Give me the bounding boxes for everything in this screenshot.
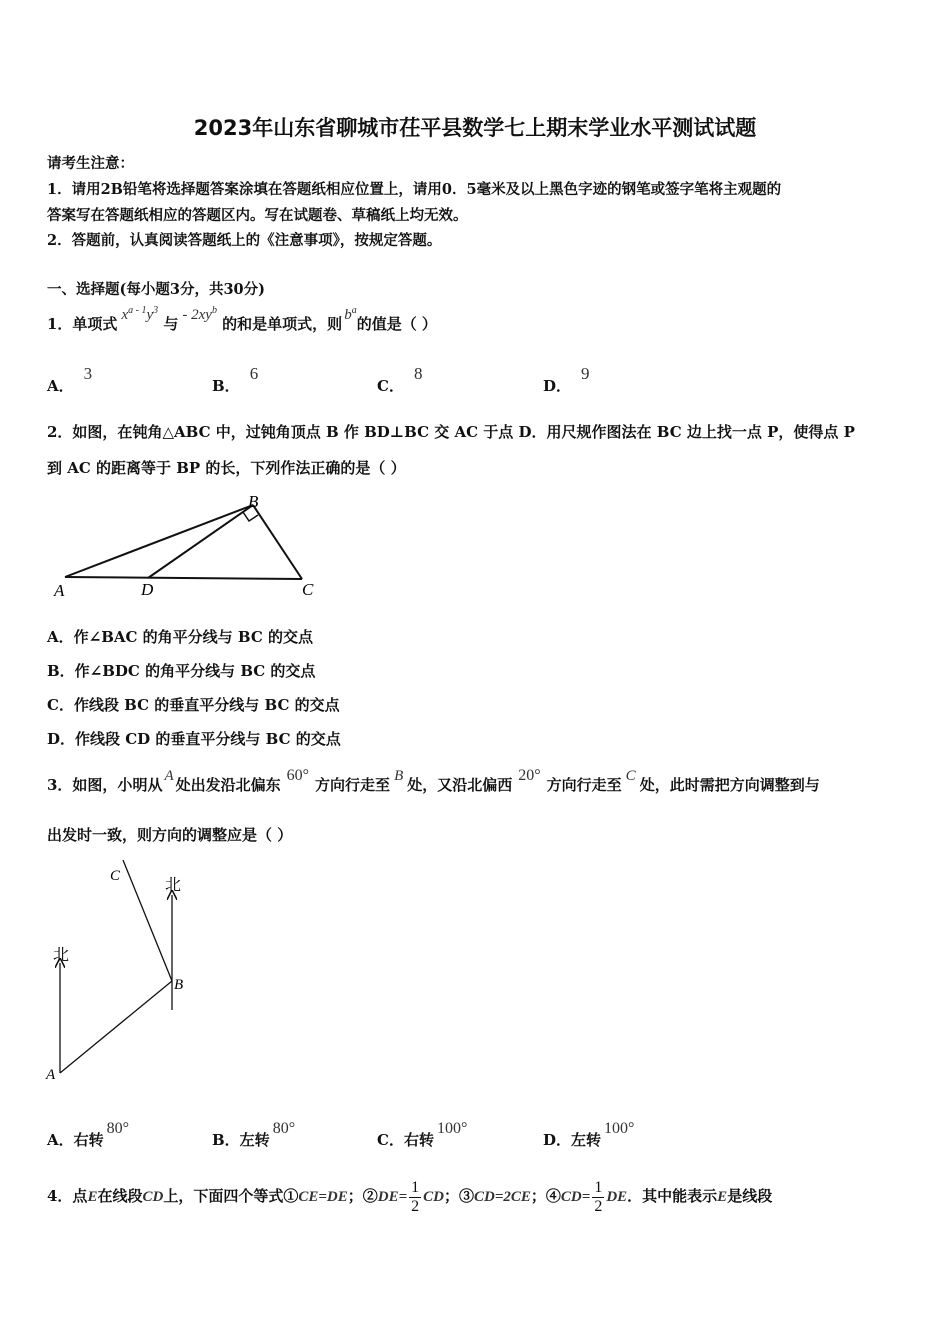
q2-option-d: D．作线段 CD 的垂直平分线与 BC 的交点 [47, 730, 341, 748]
q1-suffix: 的值是（ ） [356, 315, 437, 333]
q1-option-d: D．9 [543, 364, 590, 395]
right-angle-mark [243, 512, 258, 521]
notice-line3: 2．答题前，认真阅读答题纸上的《注意事项》，按规定答题。 [47, 232, 442, 249]
fraction-one-half: $\frac{1}{2}$ [594, 1178, 603, 1215]
path-ab [60, 981, 172, 1073]
q1-option-b: B．6 [212, 364, 259, 395]
q1-expr3: $b^a$ [344, 305, 357, 323]
q2-option-b: B．作∠BDC 的角平分线与 BC 的交点 [47, 662, 316, 680]
segment-ac [65, 577, 302, 579]
q3-option-c: C．右转100° [377, 1120, 468, 1149]
q1-option-a: A．3 [47, 364, 93, 395]
label-b: B [248, 492, 259, 511]
q3-option-a: A．右转80° [47, 1120, 130, 1149]
north-label-a: 北 [53, 945, 70, 964]
notice-heading: 请考生注意： [47, 155, 134, 172]
page-title: 2023年山东省聊城市茌平县数学七上期末学业水平测试试题 [193, 116, 757, 140]
label-b: B [174, 977, 184, 993]
label-c: C [302, 580, 314, 599]
segment-bc [253, 505, 302, 579]
q3-line2: 出发时一致，则方向的调整应是（ ） [47, 826, 293, 844]
q3-option-d: D．左转100° [543, 1120, 635, 1149]
q1-option-c: C．8 [377, 364, 423, 395]
label-a: A [54, 581, 65, 600]
q2-line1: 2．如图，在钝角△ABC 中，过钝角顶点 B 作 BD⊥BC 交 AC 于点 D．用尺规作图法在 BC 边上找一点 P，使得点 P [47, 423, 855, 441]
north-label-b: 北 [165, 875, 182, 894]
notice-line2: 答案写在答题纸相应的答题区内。写在试题卷、草稿纸上均无效。 [47, 207, 468, 224]
q1-expr1: $x^{a - 1}y^3$ [121, 305, 159, 323]
label-d: D [141, 580, 154, 599]
q3-direction-figure [40, 855, 210, 1090]
label-a: A [46, 1067, 56, 1083]
q1-mid: 与 [163, 315, 179, 333]
q2-triangle-figure [40, 485, 340, 610]
section-heading: 一、选择题(每小题3分，共30分) [47, 281, 265, 298]
q2-option-a: A．作∠BAC 的角平分线与 BC 的交点 [47, 628, 314, 646]
q3-option-b: B．左转80° [212, 1120, 296, 1149]
notice-line1: 1．请用2B铅笔将选择题答案涂填在答题纸相应位置上，请用0．5毫米及以上黑色字迹的钢笔或签字笔将主观题的 [47, 181, 782, 198]
q2-option-c: C．作线段 BC 的垂直平分线与 BC 的交点 [47, 696, 340, 714]
segment-ab [65, 505, 253, 577]
q1-prefix: 1．单项式 [47, 315, 118, 333]
q1-expr2: - $2xy^b$ [182, 305, 217, 323]
segment-bd [148, 505, 253, 578]
question-4: 4．点E在线段CD上，下面四个等式①CE=DE；②DE= $\frac{1}{2}$ CD；③CD=2CE；④CD= $\frac{1}{2}$ DE．其中能表示E是线段 [47, 1178, 773, 1215]
fraction-one-half: $\frac{1}{2}$ [411, 1178, 420, 1215]
q3-line1: 3．如图，小明从 A 处出发沿北偏东60°方向行走至 B 处，又沿北偏西20°方向行走至 C 处，此时需把方向调整到与 [47, 767, 820, 794]
q2-line2: 到 AC 的距离等于 BP 的长，下列作法正确的是（ ） [47, 459, 406, 477]
question-1 [47, 305, 437, 334]
q1-mid2: 的和是单项式，则 [222, 315, 343, 333]
label-c: C [110, 868, 121, 884]
